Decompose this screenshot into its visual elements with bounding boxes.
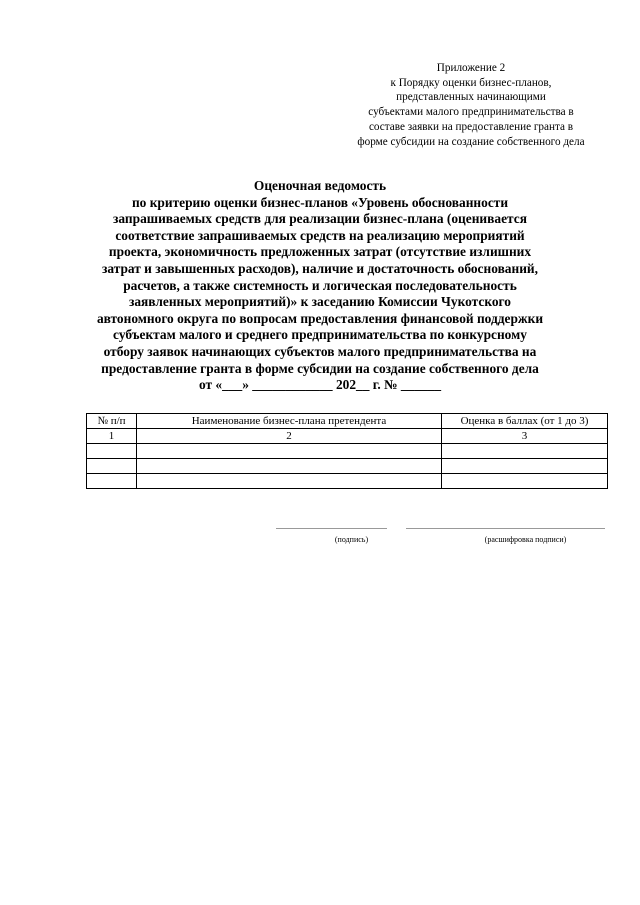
table-cell xyxy=(137,444,442,459)
signature-label: (подпись) xyxy=(334,535,369,544)
appendix-line: к Порядку оценки бизнес-планов, xyxy=(390,76,552,89)
column-header-score: Оценка в баллах (от 1 до 3) xyxy=(442,414,608,429)
table-cell xyxy=(137,459,442,474)
heading-line: проекта, экономичность предложенных затрат (отсутствие излишних xyxy=(108,244,532,260)
heading-line: заявленных мероприятий)» к заседанию Комиссии Чукотского xyxy=(128,294,512,310)
heading-line: автономного округа по вопросам предоставления финансовой поддержки xyxy=(96,310,544,326)
appendix-line: представленных начинающими xyxy=(396,91,546,104)
heading-line: субъектам малого и среднего предпринимательства по конкурсному xyxy=(113,327,527,343)
table-row xyxy=(87,474,608,489)
signature-decode-line xyxy=(406,528,605,529)
appendix-line: форме субсидии на создание собственного дела xyxy=(357,135,585,148)
table-header-row xyxy=(87,414,608,429)
heading-line: расчетов, а также системность и логическая последовательность xyxy=(123,277,517,293)
document-heading xyxy=(62,178,578,394)
heading-line: отбору заявок начинающих субъектов малого предпринимательства на xyxy=(103,343,537,359)
table-row xyxy=(87,429,608,444)
document-title: Оценочная ведомость xyxy=(253,178,387,193)
signature-line xyxy=(276,528,387,529)
table-cell xyxy=(87,444,137,459)
table-cell xyxy=(87,474,137,489)
appendix-line: субъектами малого предпринимательства в xyxy=(368,106,574,119)
signature-decode-label: (расшифровка подписи) xyxy=(484,535,567,544)
heading-line: запрашиваемых средств для реализации бизнес-плана (оценивается xyxy=(113,211,527,227)
heading-line: предоставление гранта в форме субсидии на создание собственного дела xyxy=(101,360,539,376)
column-header-plan-name: Наименование бизнес-плана претендента xyxy=(137,414,442,429)
table-cell xyxy=(137,474,442,489)
appendix-line: составе заявки на предоставление гранта в xyxy=(368,120,574,133)
table-row xyxy=(87,444,608,459)
table-row xyxy=(87,459,608,474)
heading-line: соответствие запрашиваемых средств на реализацию мероприятий xyxy=(115,227,525,243)
appendix-line: Приложение 2 xyxy=(436,62,506,74)
table-cell xyxy=(442,444,608,459)
table-cell: 3 xyxy=(442,429,608,444)
appendix-block xyxy=(330,61,612,149)
heading-line: затрат и завышенных расходов), наличие и достаточность обоснований, xyxy=(101,260,538,276)
table-cell xyxy=(442,474,608,489)
meeting-date-line: от «___» ____________ 202__ г. № ______ xyxy=(198,377,442,393)
column-header-number: № п/п xyxy=(87,414,137,429)
table-cell xyxy=(442,459,608,474)
table-cell xyxy=(87,459,137,474)
table-cell: 1 xyxy=(87,429,137,444)
heading-line: по критерию оценки бизнес-планов «Уровень обоснованности xyxy=(131,194,509,210)
table-cell: 2 xyxy=(137,429,442,444)
evaluation-table xyxy=(86,413,608,489)
